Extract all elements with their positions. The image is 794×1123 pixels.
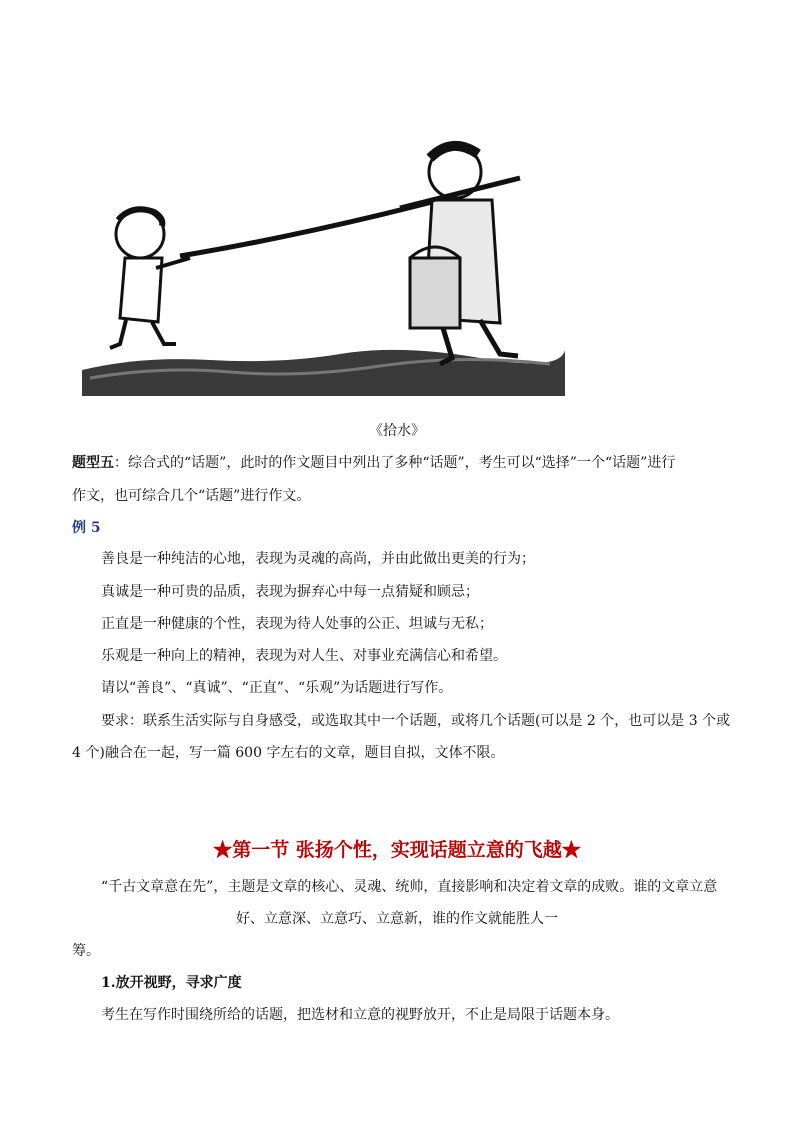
example-line-1: 善良是一种纯洁的心地，表现为灵魂的高尚，并由此做出更美的行为； [101,551,535,567]
example-label: 例 5 [72,520,101,536]
intro-line1: “千古文章意在先”，主题是文章的核心、灵魂、统帅，直接影响和决定着文章的成败。谁的文章立意 [101,879,718,895]
example-line-5: 请以“善良”、“真诚”、“正直”、“乐观”为话题进行写作。 [101,680,453,696]
intro-line2: 好、立意深、立意巧、立意新，谁的作文就能胜人一 [236,911,558,927]
section-title: 第一节 张扬个性，实现话题立意的飞越 [232,839,562,861]
image-caption: 《拾水》 [369,423,425,439]
intro-line3: 筹。 [72,943,100,959]
type5-line2: 作文，也可综合几个“话题”进行作文。 [72,488,311,504]
example-line-7: 4 个)融合在一起，写一篇 600 字左右的文章，题目自拟，文体不限。 [72,745,505,761]
star-right-icon: ★ [561,839,581,861]
point1-heading: 1.放开视野，寻求广度 [101,975,242,991]
example-line-3: 正直是一种健康的个性，表现为待人处事的公正、坦诚与无私； [101,616,493,632]
point1-text: 考生在写作时围绕所给的话题，把选材和立意的视野放开，不止是局限于话题本身。 [101,1007,619,1023]
example-line-6: 要求：联系生活实际与自身感受，或选取其中一个话题，或将几个话题(可以是 2 个，也可以是 3 个或 [101,713,731,729]
illustration-image [80,108,567,396]
type5-text1: ：综合式的“话题”，此时的作文题目中列出了多种“话题”，考生可以“选择”一个“话题”进行 [114,455,676,471]
section-heading [0,835,794,862]
type5-line1 [72,452,675,472]
example-line-4: 乐观是一种向上的精神，表现为对人生、对事业充满信心和希望。 [101,648,507,664]
example-line-2: 真诚是一种可贵的品质，表现为摒弃心中每一点猜疑和顾忌； [101,584,479,600]
type5-label: 题型五 [72,455,114,471]
cartoon-drawing [80,108,567,396]
star-left-icon: ★ [213,839,233,861]
